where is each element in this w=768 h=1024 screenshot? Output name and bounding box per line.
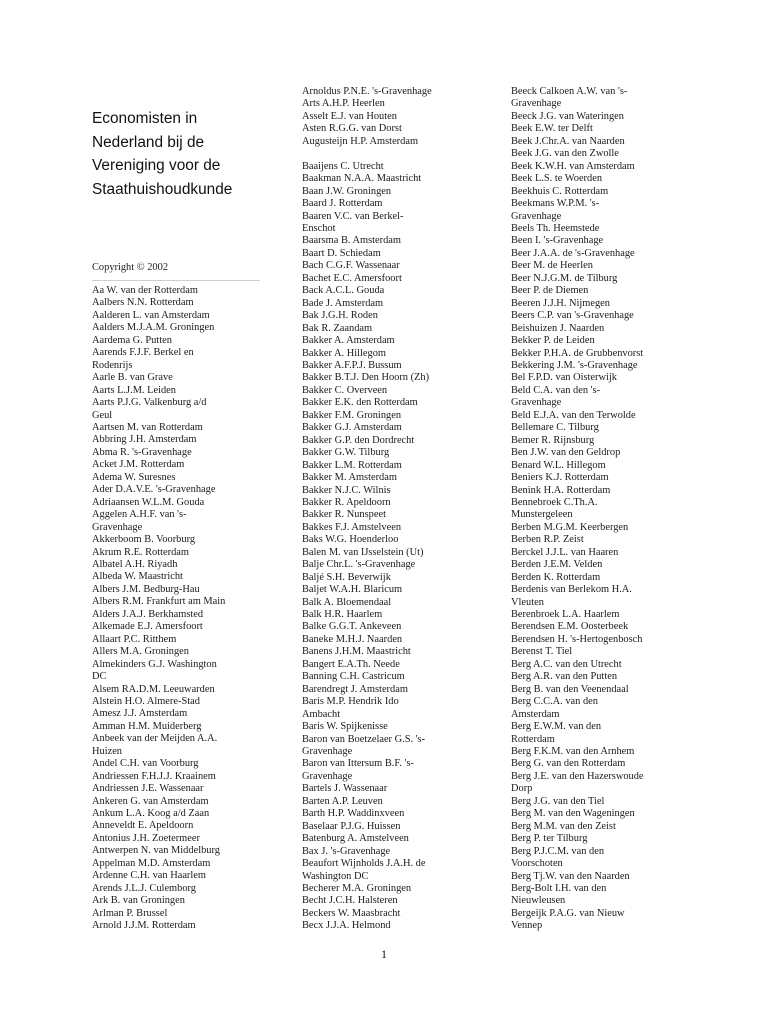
- list-item: Berben M.G.M. Keerbergen: [511, 521, 629, 533]
- list-item: Bemer R. Rijnsburg: [511, 434, 595, 446]
- list-item: Gravenhage: [511, 397, 562, 409]
- list-item: Asselt E.J. van Houten: [302, 110, 397, 122]
- list-item: Berben R.P. Zeist: [511, 534, 584, 546]
- divider: [92, 280, 260, 281]
- list-item: Anbeek van der Meijden A.A.: [92, 733, 218, 745]
- list-item: Becx J.J.A. Helmond: [302, 920, 391, 932]
- list-item: Aggelen A.H.F. van 's-: [92, 509, 187, 521]
- list-item: Akrum R.E. Rotterdam: [92, 546, 189, 558]
- list-item: Augusteijn H.P. Amsterdam: [302, 135, 419, 147]
- list-item: Baselaar P.J.G. Huissen: [302, 820, 401, 832]
- list-item: Bakker M. Amsterdam: [302, 472, 397, 484]
- list-item: Bach C.G.F. Wassenaar: [302, 260, 400, 272]
- list-item: Baan J.W. Groningen: [302, 185, 392, 197]
- list-item: Geul: [92, 409, 113, 421]
- list-item: Bakker A. Hillegom: [302, 347, 386, 359]
- list-item: Arnold J.J.M. Rotterdam: [92, 920, 196, 932]
- list-item: Bak J.G.H. Roden: [302, 310, 378, 322]
- list-item: Anneveldt E. Apeldoorn: [92, 820, 194, 832]
- list-item: Bakker A. Amsterdam: [302, 335, 395, 347]
- list-item: Berg-Bolt I.H. van den: [511, 883, 607, 894]
- list-item: Aarends F.J.F. Berkel en: [92, 347, 194, 359]
- title-line: Vereniging voor de: [92, 157, 221, 175]
- list-item: Gravenhage: [511, 98, 562, 110]
- list-item: Baks W.G. Hoenderloo: [302, 534, 399, 546]
- list-item: Berden J.E.M. Velden: [511, 559, 603, 571]
- list-item: Ankum L.A. Koog a/d Zaan: [92, 808, 210, 820]
- list-item: Baris W. Spijkenisse: [302, 721, 388, 733]
- list-item: Barendregt J. Amsterdam: [302, 683, 408, 695]
- list-item: Vleuten: [511, 596, 544, 608]
- list-item: Baart D. Schiedam: [302, 247, 381, 259]
- list-item: Baarsma B. Amsterdam: [302, 235, 401, 247]
- list-item: Banens J.H.M. Maastricht: [302, 646, 411, 658]
- list-item: Arends J.L.J. Culemborg: [92, 882, 196, 894]
- list-item: Berckel J.J.L. van Haaren: [511, 546, 619, 558]
- list-item: Berenbroek L.A. Haarlem: [511, 609, 620, 621]
- list-item: Allaart P.C. Ritthem: [92, 633, 177, 645]
- list-item: Baard J. Rotterdam: [302, 198, 383, 210]
- list-item: Aardema G. Putten: [92, 334, 172, 346]
- list-item: Aalders M.J.A.M. Groningen: [92, 322, 215, 334]
- list-item: Beer P. de Diemen: [511, 285, 589, 297]
- list-item: Balk A. Bloemendaal: [302, 596, 392, 608]
- list-item: Beckers W. Maasbracht: [302, 907, 401, 919]
- list-item: Bellemare C. Tilburg: [511, 422, 599, 434]
- list-item: Ardenne C.H. van Haarlem: [92, 870, 206, 882]
- title-line: Economisten in: [92, 110, 198, 127]
- list-item: Bakker C. Overveen: [302, 384, 388, 396]
- list-item: Barth H.P. Waddinxveen: [302, 808, 405, 820]
- list-item: Amesz J.J. Amsterdam: [92, 708, 188, 720]
- list-item: Munstergeleen: [511, 509, 573, 521]
- list-item: Bachet E.C. Amersfoort: [302, 272, 402, 284]
- list-item: Balk H.R. Haarlem: [302, 609, 383, 621]
- list-item: Baljé S.H. Beverwijk: [302, 571, 391, 583]
- list-item: Arlman P. Brussel: [92, 907, 168, 919]
- list-item: Beeck J.G. van Wateringen: [511, 110, 624, 122]
- list-item: Aarts L.J.M. Leiden: [92, 384, 176, 396]
- list-item: Aalderen L. van Amsterdam: [92, 309, 210, 321]
- list-item: Voorschoten: [511, 858, 563, 870]
- list-item: Berg J.G. van den Tiel: [511, 795, 605, 807]
- title-line: Nederland bij de: [92, 133, 205, 151]
- list-item: Beek L.S. te Woerden: [511, 173, 603, 185]
- list-item: Beels Th. Heemstede: [511, 222, 600, 234]
- list-item: Andel C.H. van Voorburg: [92, 758, 199, 770]
- list-item: DC: [92, 671, 107, 683]
- list-item: Abma R. 's-Gravenhage: [92, 446, 192, 458]
- list-item: Bak R. Zaandam: [302, 322, 373, 334]
- list-item: Ark B. van Groningen: [92, 895, 185, 907]
- list-item: Beer J.A.A. de 's-Gravenhage: [511, 247, 635, 259]
- list-item: Been I. 's-Gravenhage: [511, 235, 604, 247]
- list-item: Banning C.H. Castricum: [302, 671, 405, 683]
- list-item: Baron van Ittersum B.F. 's-: [302, 758, 414, 770]
- list-item: Berenst T. Tiel: [511, 646, 573, 658]
- list-item: Bakker L.M. Rotterdam: [302, 459, 402, 471]
- list-item: Aartsen M. van Rotterdam: [92, 421, 203, 433]
- list-item: Albers R.M. Frankfurt am Main: [92, 596, 226, 608]
- list-item: Bekker P.H.A. de Grubbenvorst: [511, 347, 644, 359]
- list-item: Beek E.W. ter Delft: [511, 123, 593, 135]
- list-item: Beishuizen J. Naarden: [511, 322, 605, 334]
- list-item: Albatel A.H. Riyadh: [92, 558, 178, 570]
- list-item: Akkerboom B. Voorburg: [92, 534, 196, 546]
- list-item: Berg C.C.A. van den: [511, 696, 598, 708]
- list-item: Albers J.M. Bedburg-Hau: [92, 583, 200, 595]
- list-item: Berden K. Rotterdam: [511, 571, 601, 583]
- list-item: Becht J.C.H. Halsteren: [302, 895, 398, 907]
- list-item: Gravenhage: [511, 210, 562, 222]
- list-item: Batenburg A. Amstelveen: [302, 833, 409, 845]
- list-item: Beekmans W.P.M. 's-: [511, 198, 600, 210]
- list-item: Bakker R. Apeldoorn: [302, 496, 391, 508]
- list-item: Bakker F.M. Groningen: [302, 409, 402, 421]
- list-item: Abbring J.H. Amsterdam: [92, 434, 197, 446]
- list-item: Bakker B.T.J. Den Hoorn (Zh): [302, 372, 430, 384]
- list-item: Aarle B. van Grave: [92, 372, 173, 384]
- list-item: Berg Tj.W. van den Naarden: [511, 870, 630, 882]
- list-item: Balje Chr.L. 's-Gravenhage: [302, 559, 416, 571]
- list-item: Antwerpen N. van Middelburg: [92, 845, 220, 857]
- list-item: Bangert E.A.Th. Neede: [302, 658, 400, 670]
- list-item: Bakker G.P. den Dordrecht: [302, 434, 415, 446]
- list-item: Alders J.A.J. Berkhamsted: [92, 608, 204, 620]
- list-item: Berg E.W.M. van den: [511, 721, 602, 733]
- list-item: Benink H.A. Rotterdam: [511, 484, 611, 496]
- list-item: Bartels J. Wassenaar: [302, 783, 388, 795]
- list-item: Berdenis van Berlekom H.A.: [511, 584, 632, 596]
- list-item: Berg P. ter Tilburg: [511, 833, 588, 845]
- list-item: Gravenhage: [92, 521, 143, 533]
- list-item: Berg A.C. van den Utrecht: [511, 658, 622, 670]
- list-item: Gravenhage: [302, 770, 353, 782]
- list-item: Bergeijk P.A.G. van Nieuw: [511, 907, 625, 919]
- list-item: Beeck Calkoen A.W. van 's-: [511, 86, 628, 97]
- list-item: Aa W. van der Rotterdam: [92, 285, 198, 296]
- list-item: Bakker A.F.P.J. Bussum: [302, 359, 402, 371]
- list-item: Beek J.G. van den Zwolle: [511, 148, 619, 160]
- list-item: Bakker G.J. Amsterdam: [302, 422, 402, 434]
- list-item: Bakker E.K. den Rotterdam: [302, 397, 418, 409]
- list-item: Acket J.M. Rotterdam: [92, 459, 185, 471]
- list-item: Alstein H.O. Almere-Stad: [92, 695, 200, 707]
- list-item: Berg J.E. van den Hazerswoude: [511, 770, 644, 782]
- list-item: Huizen: [92, 745, 123, 757]
- list-spacer: [302, 148, 502, 160]
- list-item: Beek J.Chr.A. van Naarden: [511, 135, 625, 147]
- list-item: Aalbers N.N. Rotterdam: [92, 297, 194, 309]
- list-item: Bax J. 's-Gravenhage: [302, 845, 391, 857]
- list-item: Beld E.J.A. van den Terwolde: [511, 409, 636, 421]
- list-item: Beekhuis C. Rotterdam: [511, 185, 609, 197]
- list-item: Balen M. van IJsselstein (Ut): [302, 546, 424, 558]
- document-title: [92, 107, 272, 201]
- list-item: Almekinders G.J. Washington: [92, 658, 217, 670]
- list-item: Back A.C.L. Gouda: [302, 285, 385, 297]
- list-item: Bekkering J.M. 's-Gravenhage: [511, 359, 638, 371]
- list-item: Beaufort Wijnholds J.A.H. de: [302, 858, 426, 870]
- list-item: Allers M.A. Groningen: [92, 646, 189, 658]
- list-item: Washington DC: [302, 870, 369, 882]
- list-item: Barten A.P. Leuven: [302, 795, 383, 807]
- name-column-1: [92, 285, 292, 933]
- list-item: Berg P.J.C.M. van den: [511, 845, 605, 857]
- list-item: Bennebroek C.Th.A.: [511, 496, 598, 508]
- list-item: Ben J.W. van den Geldrop: [511, 447, 621, 459]
- list-item: Beer M. de Heerlen: [511, 260, 593, 272]
- list-item: Baaren V.C. van Berkel-: [302, 210, 404, 222]
- list-item: Berg F.K.M. van den Arnhem: [511, 746, 635, 758]
- list-item: Baljet W.A.H. Blaricum: [302, 584, 403, 596]
- list-item: Beeren J.J.H. Nijmegen: [511, 297, 610, 309]
- list-item: Berg B. van den Veenendaal: [511, 683, 629, 695]
- list-item: Appelman M.D. Amsterdam: [92, 857, 211, 869]
- list-item: Berg G. van den Rotterdam: [511, 758, 626, 770]
- list-item: Balke G.G.T. Ankeveen: [302, 621, 402, 633]
- name-column-3: [511, 86, 711, 933]
- list-item: Becherer M.A. Groningen: [302, 883, 412, 894]
- list-item: Arts A.H.P. Heerlen: [302, 98, 385, 110]
- list-item: Beer N.J.G.M. de Tilburg: [511, 272, 618, 284]
- list-item: Benard W.L. Hillegom: [511, 459, 606, 471]
- list-item: Enschot: [302, 222, 336, 234]
- list-item: Berg A.R. van den Putten: [511, 671, 618, 683]
- list-item: Baaijens C. Utrecht: [302, 160, 384, 172]
- list-item: Ankeren G. van Amsterdam: [92, 795, 209, 807]
- list-item: Beers C.P. van 's-Gravenhage: [511, 310, 634, 322]
- list-item: Gravenhage: [302, 746, 353, 758]
- list-item: Bade J. Amsterdam: [302, 297, 384, 309]
- list-item: Vennep: [511, 920, 543, 932]
- list-item: Dorp: [511, 783, 533, 795]
- list-item: Baakman N.A.A. Maastricht: [302, 173, 422, 185]
- list-item: Beld C.A. van den 's-: [511, 384, 601, 396]
- list-item: Bel F.P.D. van Oisterwijk: [511, 372, 617, 384]
- page-number: 1: [381, 947, 387, 961]
- list-item: Rodenrijs: [92, 359, 133, 371]
- list-item: Alkemade E.J. Amersfoort: [92, 621, 203, 633]
- list-item: Andriessen F.H.J.J. Kraainem: [92, 770, 216, 782]
- copyright-notice: Copyright © 2002: [92, 262, 169, 273]
- list-item: Bakker N.J.C. Wilnis: [302, 484, 391, 496]
- list-item: Arnoldus P.N.E. 's-Gravenhage: [302, 86, 432, 97]
- name-column-2: [302, 86, 502, 933]
- list-item: Adema W. Suresnes: [92, 471, 176, 483]
- list-item: Bekker P. de Leiden: [511, 335, 595, 347]
- list-item: Adriaansen W.L.M. Gouda: [92, 496, 205, 508]
- list-item: Ambacht: [302, 708, 341, 720]
- list-item: Alsem RA.D.M. Leeuwarden: [92, 683, 215, 695]
- list-item: Baneke M.H.J. Naarden: [302, 633, 403, 645]
- list-item: Aarts P.J.G. Valkenburg a/d: [92, 397, 207, 409]
- list-item: Berendsen H. 's-Hertogenbosch: [511, 633, 643, 645]
- list-item: Antonius J.H. Zoetermeer: [92, 832, 200, 844]
- list-item: Asten R.G.G. van Dorst: [302, 123, 402, 135]
- list-item: Amsterdam: [511, 708, 560, 720]
- list-item: Albeda W. Maastricht: [92, 571, 183, 583]
- list-item: Beek K.W.H. van Amsterdam: [511, 160, 635, 172]
- list-item: Rotterdam: [511, 733, 555, 745]
- list-item: Amman H.M. Muiderberg: [92, 720, 202, 732]
- list-item: Baron van Boetzelaer G.S. 's-: [302, 733, 426, 745]
- list-item: Baris M.P. Hendrik Ido: [302, 696, 399, 708]
- list-item: Beniers K.J. Rotterdam: [511, 472, 609, 484]
- list-item: Bakker G.W. Tilburg: [302, 447, 390, 459]
- list-item: Berg M.M. van den Zeist: [511, 820, 616, 832]
- list-item: Bakkes F.J. Amstelveen: [302, 521, 402, 533]
- list-item: Andriessen J.E. Wassenaar: [92, 783, 204, 795]
- list-item: Berg M. van den Wageningen: [511, 808, 635, 820]
- list-item: Bakker R. Nunspeet: [302, 509, 386, 521]
- list-item: Nieuwleusen: [511, 895, 566, 907]
- list-item: Ader D.A.V.E. 's-Gravenhage: [92, 484, 216, 496]
- list-item: Berendsen E.M. Oosterbeek: [511, 621, 629, 633]
- title-line: Staathuishoudkunde: [92, 180, 233, 198]
